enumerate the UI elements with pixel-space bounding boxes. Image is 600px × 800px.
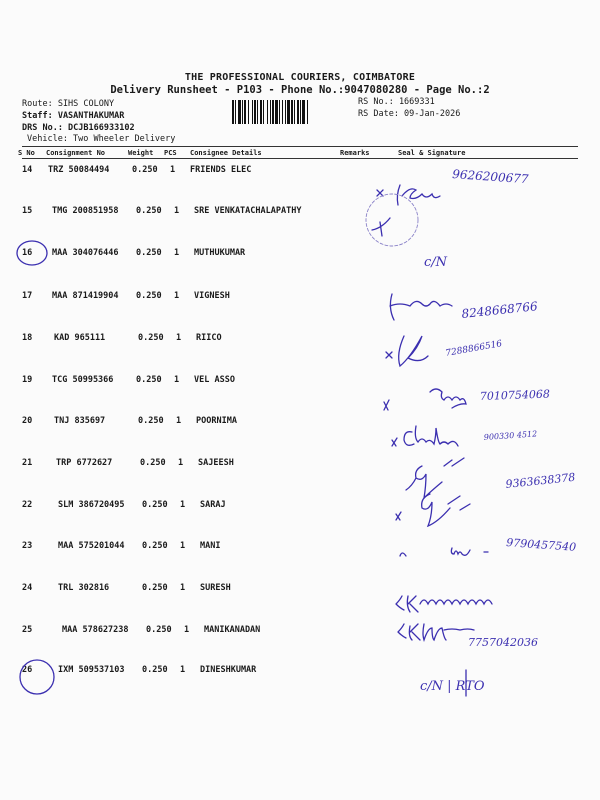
row-pcs: 1 [178,458,184,468]
row-consignment: IXM 509537103 [58,665,125,675]
row-sno: 25 [22,625,33,635]
row-consignment: SLM 386720495 [58,500,125,510]
row-pcs: 1 [170,165,176,175]
signature-stroke [404,426,458,446]
runsheet-subtitle: Delivery Runsheet - P103 - Phone No.:9047080280 - Page No.:2 [110,84,490,96]
signature-stroke [377,190,383,196]
row-consignment: TMG 200851958 [52,206,119,216]
row-pcs: 1 [174,375,180,385]
row14-phone: 9626200677 [451,167,529,187]
signature-stroke [444,458,464,466]
row-sno: 17 [22,291,33,301]
row-consignee: SARAJ [200,500,226,510]
row-weight: 0.250 [136,206,162,216]
row-weight: 0.250 [142,500,168,510]
row-weight: 0.250 [142,665,168,675]
row-weight: 0.250 [136,375,162,385]
row-weight: 0.250 [138,333,164,343]
row19-phone: 7010754068 [479,387,551,403]
signature-stroke [386,352,392,358]
row-weight: 0.250 [138,416,164,426]
row-weight: 0.250 [136,291,162,301]
row-pcs: 1 [180,500,186,510]
signature-stroke [406,466,442,498]
row-sno: 14 [22,165,33,175]
rs-number: RS No.: 1669331 [358,97,435,107]
row-sno: 15 [22,206,33,216]
row-consignment: KAD 965111 [54,333,106,343]
row-consignment: MAA 575201044 [58,541,125,551]
row-sno: 26 [22,665,33,675]
signature-stroke [392,438,397,446]
row-consignee: MANIKANADAN [204,625,261,635]
row-consignment: MAA 578627238 [62,625,129,635]
row16-note: c/N [424,255,448,270]
row-weight: 0.250 [142,541,168,551]
route-label: Route: SIHS COLONY [22,99,115,109]
signature-stroke [422,494,470,526]
row-consignee: RIICO [196,333,222,343]
row-consignee: SAJEESH [198,458,234,468]
col-pcs: PCS [164,149,177,157]
col-signature: Seal & Signature [398,149,466,157]
row-pcs: 1 [184,625,190,635]
staff-label: Staff: VASANTHAKUMAR [22,111,125,121]
row-consignee: POORNIMA [196,416,237,426]
row-pcs: 1 [174,206,180,216]
row-pcs: 1 [174,291,180,301]
signature-stroke [396,596,404,610]
row-sno: 24 [22,583,33,593]
row-sno: 22 [22,500,33,510]
row-circle [20,660,54,694]
row-consignment: MAA 871419904 [52,291,119,301]
row-sno: 20 [22,416,33,426]
signature-stroke [399,336,428,366]
signature-stroke [372,218,390,236]
row-consignment: TRZ 50084494 [48,165,110,175]
row20-phone: 900330 4512 [483,429,538,442]
company-title: THE PROFESSIONAL COURIERS, COIMBATORE [184,72,416,83]
row-pcs: 1 [174,248,180,258]
signature-stroke [384,400,389,410]
row-sno: 21 [22,458,33,468]
signature-stroke [430,389,466,408]
row-consignment: TRP 6772627 [56,458,113,468]
signature-stroke [398,624,406,638]
row-sno: 18 [22,333,33,343]
row17-phone: 8248668766 [460,299,539,321]
row-pcs: 1 [180,583,186,593]
col-remarks: Remarks [340,149,370,157]
row26-note: c/N | RTO [420,679,485,694]
signature-stroke [390,294,452,320]
row-circle [17,241,47,265]
row18-phone: 7288866516 [444,339,503,359]
signature-stroke [397,185,440,205]
row-pcs: 1 [180,665,186,675]
row-consignment: MAA 304076446 [52,248,119,258]
rs-date: RS Date: 09-Jan-2026 [358,109,461,119]
row-consignee: MANI [200,541,221,551]
row-weight: 0.250 [140,458,166,468]
row-consignee: MUTHUKUMAR [194,248,246,258]
row25-phone: 7757042036 [468,636,538,649]
row-consignee: VIGNESH [194,291,230,301]
row-consignment: TCG 50995366 [52,375,114,385]
row-weight: 0.250 [136,248,162,258]
row-weight: 0.250 [132,165,158,175]
row-consignee: SURESH [200,583,231,593]
row-weight: 0.250 [142,583,168,593]
row-consignee: DINESHKUMAR [200,665,257,675]
row-sno: 16 [22,248,33,258]
row-weight: 0.250 [146,625,172,635]
drs-number: DRS No.: DCJB166933102 [22,123,135,133]
signature-stroke [396,512,401,520]
row-consignment: TRL 302816 [58,583,110,593]
row-sno: 19 [22,375,33,385]
col-weight: Weight [128,149,154,157]
seal-stamp [366,194,418,246]
vehicle-label: Vehicle: Two Wheeler Delivery [27,134,176,144]
row21-phone: 9363638378 [504,470,576,491]
row-pcs: 1 [176,333,182,343]
row-sno: 23 [22,541,33,551]
signature-stroke [407,596,492,612]
row-consignee: VEL ASSO [194,375,235,385]
col-consignee: Consignee Details [190,149,262,157]
row-consignee: FRIENDS ELEC [190,165,252,175]
col-sno: S No [18,149,35,157]
row-consignee: SRE VENKATACHALAPATHY [194,206,302,216]
col-consignment: Consignment No [46,149,106,157]
row-consignment: TNJ 835697 [54,416,106,426]
signature-stroke [400,548,488,556]
signature-stroke [409,624,474,640]
row23-phone: 9790457540 [505,536,577,554]
row-pcs: 1 [180,541,186,551]
row-pcs: 1 [176,416,182,426]
